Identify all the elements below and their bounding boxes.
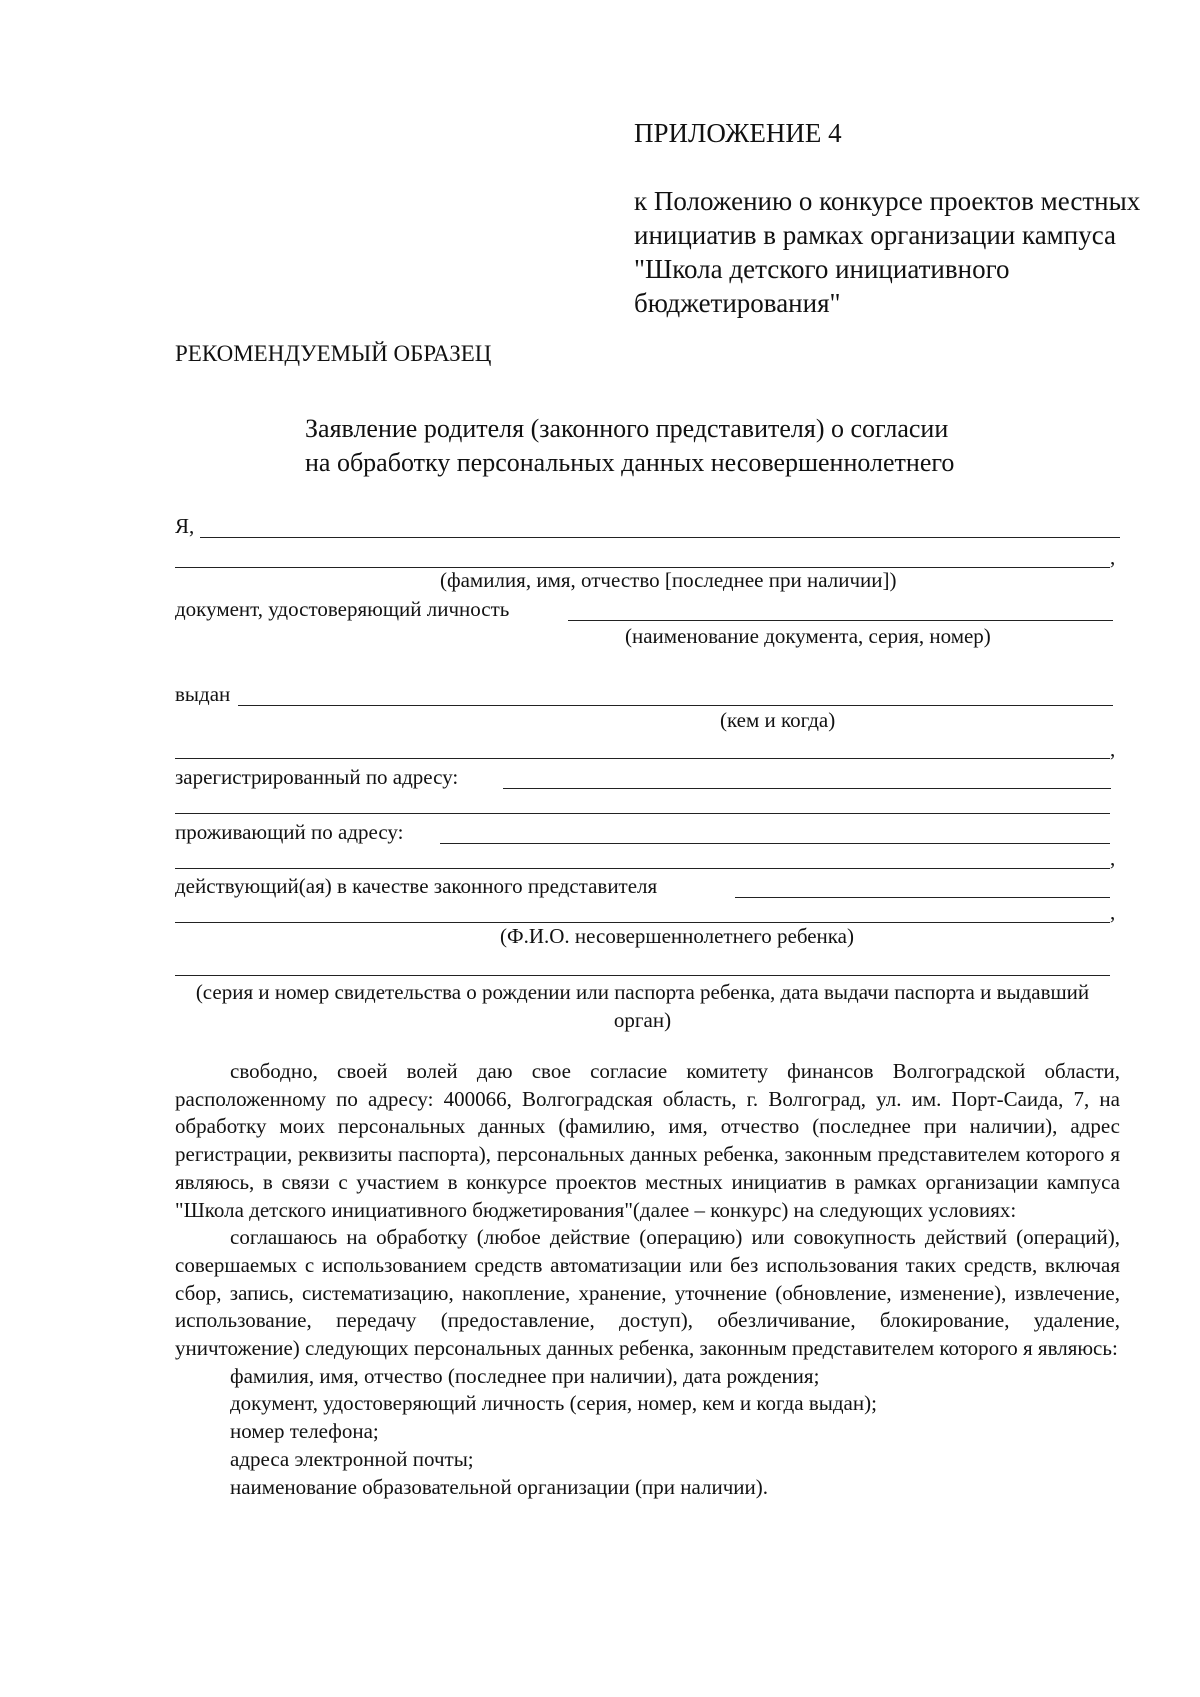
issued-line-2[interactable] xyxy=(175,758,1110,759)
id-document-hint: (наименование документа, серия, номер) xyxy=(625,624,991,648)
list-item: наименование образовательной организации (при наличии). xyxy=(230,1474,768,1499)
certificate-hint: (серия и номер свидетельства о рождении или паспорта ребенка, дата выдачи паспорта и выдавший орган) xyxy=(195,980,1090,1032)
list-item: номер телефона; xyxy=(230,1419,379,1444)
child-fio-line[interactable] xyxy=(175,922,1110,923)
id-document-line[interactable] xyxy=(568,620,1113,621)
living-line-2[interactable] xyxy=(175,868,1110,869)
living-line[interactable] xyxy=(440,843,1110,844)
consent-paragraph-1: свободно, своей волей даю свое согласие комитету финансов Волгоградской области, расположенному по адресу: 400066, Волгоградская область, г. Волгоград, ул. им. Порт-Саида, 7, на обработку моих персональных данных (фамилию, имя, отчество (последнее при наличии), адрес регистрации, реквизиты паспорта), персональных данных ребенка, законным представителем которого я являюсь, в связи с участием в конкурсе проектов местных инициатив в рамках организации кампуса "Школа детского инициативного бюджетирования"(далее – конкурс) на следующих условиях: xyxy=(175,1059,1120,1222)
registered-line-2[interactable] xyxy=(175,813,1110,814)
registered-line[interactable] xyxy=(503,788,1111,789)
document-title xyxy=(305,412,954,480)
i-label: Я, xyxy=(175,514,195,538)
issued-hint: (кем и когда) xyxy=(720,708,836,732)
recommended-sample-label: РЕКОМЕНДУЕМЫЙ ОБРАЗЕЦ xyxy=(175,341,492,366)
comma: , xyxy=(1110,545,1116,569)
fio-line-1[interactable] xyxy=(200,537,1120,538)
certificate-line[interactable] xyxy=(175,975,1110,976)
issued-label: выдан xyxy=(175,682,231,706)
list-item: фамилия, имя, отчество (последнее при наличии), дата рождения; xyxy=(230,1363,820,1388)
list-item: адреса электронной почты; xyxy=(230,1446,474,1471)
comma: , xyxy=(1110,900,1116,924)
registered-label: зарегистрированный по адресу: xyxy=(175,765,459,789)
comma: , xyxy=(1110,846,1116,870)
child-fio-hint: (Ф.И.О. несовершеннолетнего ребенка) xyxy=(500,924,854,948)
appendix-subtitle: к Положению о конкурсе проектов местных инициатив в рамках организации кампуса "Школа детского инициативного бюджетирования" xyxy=(634,186,1141,318)
issued-line[interactable] xyxy=(238,705,1113,706)
fio-hint: (фамилия, имя, отчество [последнее при наличии]) xyxy=(440,568,897,592)
acting-line[interactable] xyxy=(735,897,1110,898)
consent-body xyxy=(175,1058,1120,1501)
consent-paragraph-2: соглашаюсь на обработку (любое действие (операцию) или совокупность действий (операций), совершаемых с использованием средств автоматизации или без использования таких средств, включая сбор, запись, систематизацию, накопление, хранение, уточнение (обновление, изменение), извлечение, использование, передачу (предоставление, доступ), обезличивание, блокирование, удаление, уничтожение) следующих персональных данных ребенка, законным представителем которого я являюсь: xyxy=(175,1225,1120,1361)
list-item: документ, удостоверяющий личность (серия, номер, кем и когда выдан); xyxy=(230,1391,877,1416)
document-title-line-2: на обработку персональных данных несовершеннолетнего xyxy=(305,448,955,477)
appendix-title: ПРИЛОЖЕНИЕ 4 xyxy=(634,118,842,148)
id-document-label: документ, удостоверяющий личность xyxy=(175,597,510,621)
comma: , xyxy=(1110,737,1116,761)
document-title-line-1: Заявление родителя (законного представителя) о согласии xyxy=(305,414,949,443)
living-label: проживающий по адресу: xyxy=(175,820,404,844)
acting-label: действующий(ая) в качестве законного представителя xyxy=(175,874,658,898)
